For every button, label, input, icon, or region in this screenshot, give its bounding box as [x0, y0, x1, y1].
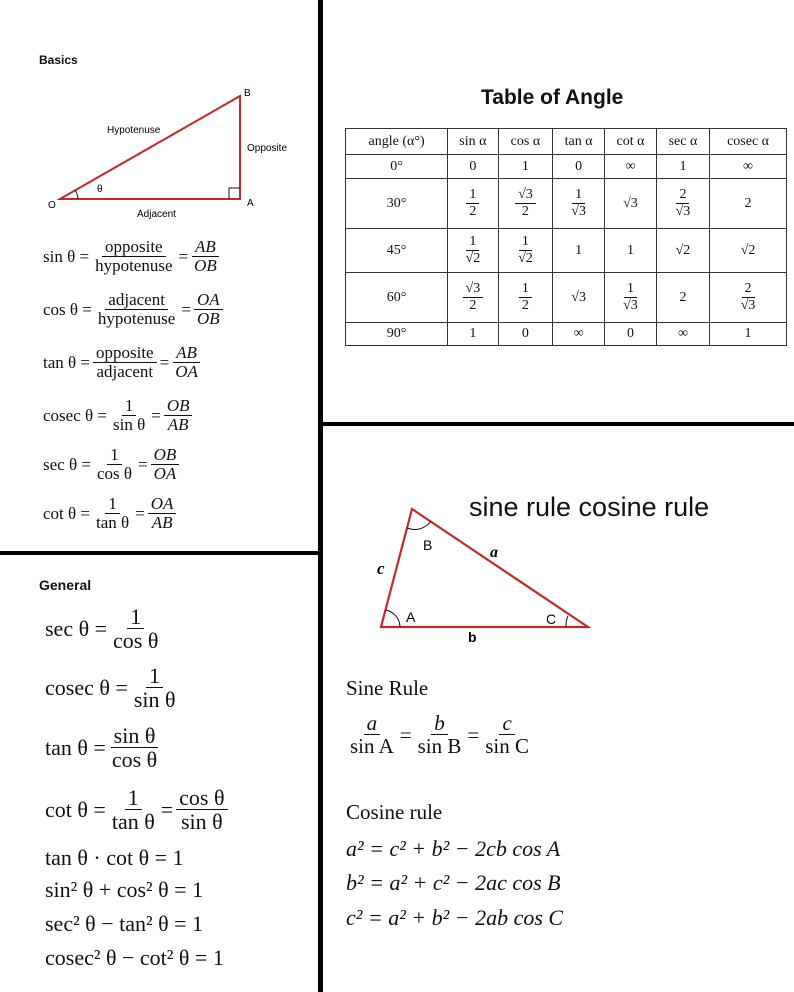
- formula-tan: tan θ = $\frac{\text{opposite}}{\text{adjacent}}$ = $\frac{AB}{OA}$: [43, 344, 204, 382]
- general-tan: tan θ = $\frac{\text{sin θ}}{\text{cos θ}}$: [45, 723, 158, 773]
- divider-vertical: [318, 0, 323, 992]
- divider-left-horizontal: [0, 551, 320, 555]
- identity-sec-tan: sec² θ − tan² θ = 1: [45, 911, 204, 936]
- general-cot: cot θ = $\frac{1}{\text{tan θ}}$ = $\frac{\text{cos θ}}{\text{sin θ}}$: [45, 786, 231, 834]
- sine-rule-formula: $\frac{a}{\text{sin A}}$ = $\frac{b}{\text{sin B}}$ = $\frac{c}{\text{sin C}}$: [350, 711, 529, 759]
- formula-cot: cot θ = $\frac{1}{\text{tan θ}}$ = $\frac{OA}{AB}$: [43, 495, 179, 533]
- side-b: b: [468, 629, 477, 645]
- oblique-triangle-diagram: [360, 500, 600, 650]
- header-angle: angle (α°): [346, 129, 448, 155]
- divider-right-horizontal: [320, 422, 794, 426]
- table-row-45: 45° $\frac{1}{√2}$ $\frac{1}{√2}$ 1 1 √2 √2: [346, 229, 787, 273]
- header-sin: sin α: [448, 129, 498, 155]
- cosine-rule-heading: Cosine rule: [346, 800, 443, 824]
- angle-table: [345, 128, 787, 346]
- right-triangle-diagram: [40, 84, 300, 224]
- label-hypotenuse: Hypotenuse: [107, 125, 161, 136]
- table-row-0: 0° 0 1 0 ∞ 1 ∞: [346, 155, 787, 179]
- label-opposite: Opposite: [247, 143, 288, 154]
- table-row-30: 30° $\frac{1}{2}$ $\frac{√3}{2}$ $\frac{1}{√3}$ √3 $\frac{2}{√3}$ 2: [346, 179, 787, 229]
- identity-tan-cot: tan θ · cot θ = 1: [45, 845, 184, 870]
- angle-theta: θ: [97, 184, 103, 195]
- sine-rule-heading: Sine Rule: [346, 676, 429, 700]
- vertex-o: O: [48, 200, 56, 211]
- rules-title: sine rule cosine rule: [469, 492, 710, 522]
- header-cosec: cosec α: [710, 129, 787, 155]
- vertex-B: B: [423, 537, 433, 553]
- general-sec: sec θ = $\frac{1}{\text{cos θ}}$: [45, 604, 159, 654]
- header-cos: cos α: [498, 129, 553, 155]
- table-row-90: 90° 1 0 ∞ 0 ∞ 1: [346, 323, 787, 346]
- table-header-row: [346, 129, 787, 155]
- cosine-rule-c: c² = a² + b² − 2ab cos C: [346, 905, 564, 930]
- vertex-b: B: [244, 88, 251, 99]
- table-row-60: 60° $\frac{√3}{2}$ $\frac{1}{2}$ √3 $\frac{1}{√3}$ 2 $\frac{2}{√3}$: [346, 273, 787, 323]
- formula-sin: sin θ = $\frac{\text{opposite}}{\text{hypotenuse}}$ = $\frac{AB}{OB}$: [43, 238, 223, 276]
- header-tan: tan α: [553, 129, 605, 155]
- identity-sin-cos: sin² θ + cos² θ = 1: [45, 877, 204, 902]
- cosine-rule-b: b² = a² + c² − 2ac cos B: [346, 870, 561, 895]
- cosine-rule-a: a² = c² + b² − 2cb cos A: [346, 836, 561, 861]
- side-c: c: [377, 559, 385, 578]
- formula-cosec: cosec θ = $\frac{1}{\text{sin θ}}$ = $\frac{OB}{AB}$: [43, 397, 195, 435]
- side-a: a: [490, 544, 498, 561]
- header-cot: cot α: [605, 129, 657, 155]
- formula-sec: sec θ = $\frac{1}{\text{cos θ}}$ = $\frac{OB}{OA}$: [43, 446, 182, 484]
- vertex-A: A: [406, 609, 416, 625]
- vertex-C: C: [546, 611, 557, 627]
- table-title: Table of Angle: [481, 86, 624, 109]
- general-heading: General: [39, 577, 92, 593]
- formula-cos: cos θ = $\frac{\text{adjacent}}{\text{hypotenuse}}$ = $\frac{OA}{OB}$: [43, 291, 226, 329]
- vertex-a: A: [247, 198, 254, 209]
- label-adjacent: Adjacent: [137, 209, 176, 220]
- general-cosec: cosec θ = $\frac{1}{\text{sin θ}}$: [45, 663, 176, 713]
- identity-cosec-cot: cosec² θ − cot² θ = 1: [45, 945, 224, 970]
- header-sec: sec α: [656, 129, 709, 155]
- basics-heading: Basics: [39, 53, 78, 67]
